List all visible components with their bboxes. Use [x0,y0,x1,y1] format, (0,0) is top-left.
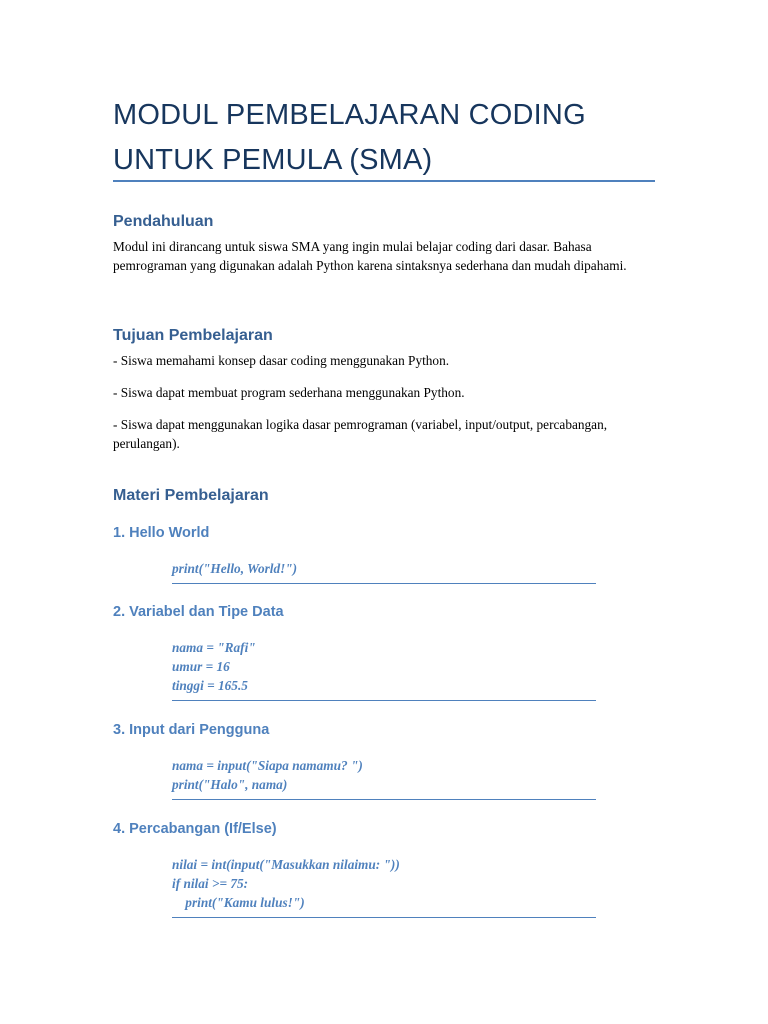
intro-paragraph: Modul ini dirancang untuk siswa SMA yang ingin mulai belajar coding dari dasar. Bahasa pemrograman yang digunakan adalah Python karena sintaksnya sederhana dan mudah dipahami. [113,239,627,274]
goal-item: - Siswa dapat membuat program sederhana menggunakan Python. [113,385,465,400]
code-line: nama = input("Siapa namamu? ") [172,758,363,773]
code-line: if nilai >= 75: [172,876,249,891]
code-block-input [172,756,596,800]
document-title-line-2: UNTUK PEMULA (SMA) [113,144,433,176]
materials-heading: Materi Pembelajaran [113,487,269,504]
code-line: print("Kamu lulus!") [172,895,305,910]
section-heading-variables: 2. Variabel dan Tipe Data [113,604,284,620]
goal-item: - Siswa memahami konsep dasar coding menggunakan Python. [113,353,450,368]
section-heading-input: 3. Input dari Pengguna [113,722,270,738]
code-block-variables [172,638,596,701]
code-line: nilai = int(input("Masukkan nilaimu: ")) [172,857,400,872]
code-line: nama = "Rafi" [172,640,256,655]
title-divider [113,180,655,182]
code-block-hello-world [172,559,596,584]
code-line: print("Halo", nama) [172,777,288,792]
document-title [113,93,655,183]
document-title-line-1: MODUL PEMBELAJARAN CODING [113,99,586,131]
goals-heading: Tujuan Pembelajaran [113,327,273,344]
goal-item: - Siswa dapat menggunakan logika dasar pemrograman (variabel, input/output, percabangan, perulangan). [113,417,608,452]
section-heading-hello-world: 1. Hello World [113,525,210,541]
section-heading-if-else: 4. Percabangan (If/Else) [113,821,277,837]
code-line: umur = 16 [172,659,230,674]
code-line: tinggi = 165.5 [172,678,248,693]
intro-heading: Pendahuluan [113,213,214,230]
code-block-if-else [172,855,596,918]
code-line: print("Hello, World!") [172,561,298,576]
